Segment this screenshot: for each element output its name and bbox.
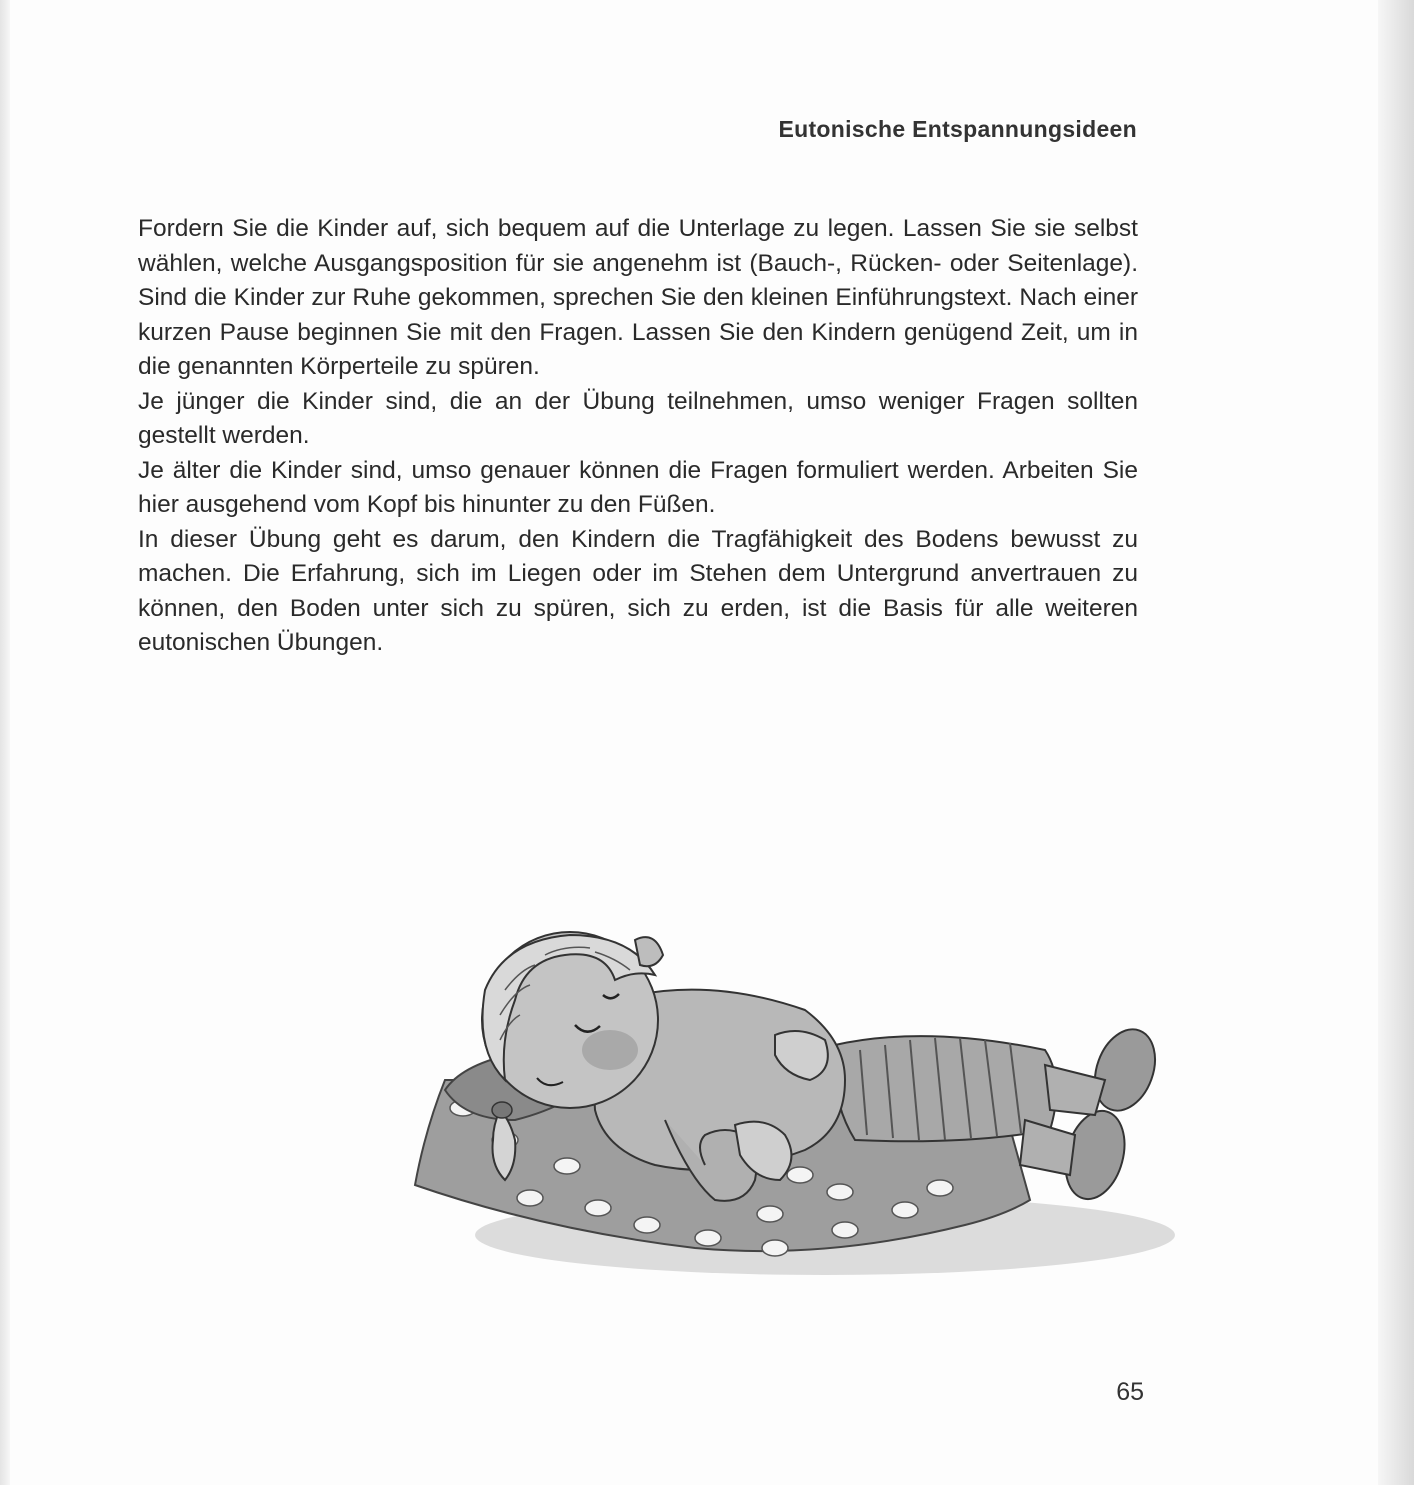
- running-title: Eutonische Entspannungsideen: [778, 116, 1137, 142]
- page-number: 65: [1116, 1378, 1144, 1406]
- paragraph-instructions: Fordern Sie die Kinder auf, sich bequem auf die Unterlage zu legen. Lassen Sie sie selbst wählen, welche Ausgangsposition für sie angenehm ist (Bauch-, Rücken- oder Seitenlage). Sind die Kinder zur Ruhe gekommen, sprechen Sie den kleinen Einführungstext. Nach einer kurzen Pause beginnen Sie mit den Fragen. Lassen Sie den Kindern genügend Zeit, um in die genannten Körperteile zu spüren.: [138, 215, 1138, 380]
- body-text: [138, 212, 1138, 661]
- page-edge-shadow: [1378, 0, 1414, 1485]
- paragraph-exercise-goal: In dieser Übung geht es darum, den Kindern die Tragfähigkeit des Bodens bewusst zu machen. Die Erfahrung, sich im Liegen oder im Stehen dem Untergrund anvertrauen zu können, den Boden unter sich zu spüren, sich zu erden, ist die Basis für alle weiteren eutonischen Übungen.: [138, 525, 1138, 656]
- paragraph-younger-children: Je jünger die Kinder sind, die an der Übung teilnehmen, umso weniger Fragen sollten gestellt werden.: [138, 387, 1138, 449]
- paragraph-older-children: Je älter die Kinder sind, umso genauer können die Fragen formuliert werden. Arbeiten Sie hier ausgehend vom Kopf bis hinunter zu den Füßen.: [138, 456, 1138, 518]
- child-lying-on-mat-illustration: [405, 930, 1185, 1300]
- page-gutter-shadow: [0, 0, 10, 1485]
